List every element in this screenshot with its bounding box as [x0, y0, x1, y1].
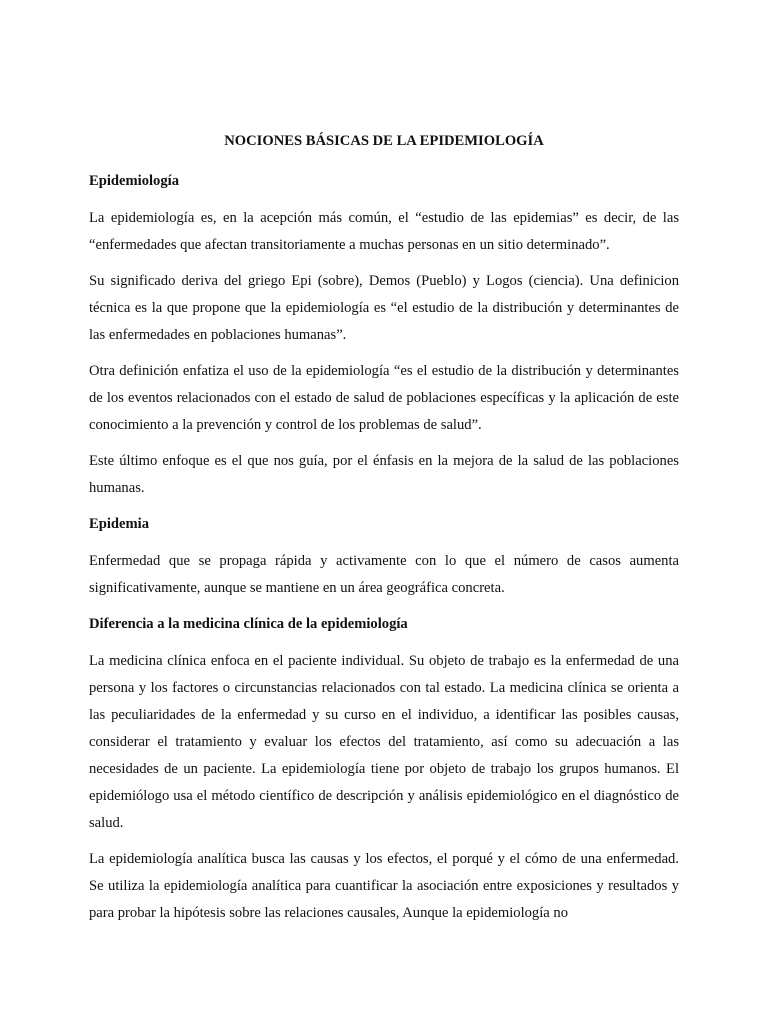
section-heading: Diferencia a la medicina clínica de la epidemiología: [89, 616, 408, 632]
paragraph: Otra definición enfatiza el uso de la epidemiología “es el estudio de la distribución y determinantes de los eventos relacionados con el estado de salud de poblaciones específicas y la aplicación de este conocimiento a la prevención y control de los problemas de salud”.: [89, 363, 679, 433]
section-heading: Epidemia: [89, 516, 150, 532]
paragraph: Su significado deriva del griego Epi (sobre), Demos (Pueblo) y Logos (ciencia). Una definicion técnica es la que propone que la epidemiología es “el estudio de la distribución y determinantes de las enfermedades en poblaciones humanas”.: [89, 273, 679, 343]
section-diferencia: [89, 611, 679, 927]
section-heading: Epidemiología: [89, 173, 180, 189]
paragraph: Enfermedad que se propaga rápida y activamente con lo que el número de casos aumenta significativamente, aunque se mantiene en un área geográfica concreta.: [89, 553, 679, 596]
document-page: [89, 128, 679, 936]
paragraph: La epidemiología analítica busca las causas y los efectos, el porqué y el cómo de una enfermedad. Se utiliza la epidemiología analítica para cuantificar la asociación entre exposiciones y resultados y para probar la hipótesis sobre las relaciones causales, Aunque la epidemiología no: [89, 851, 679, 921]
document-title: NOCIONES BÁSICAS DE LA EPIDEMIOLOGÍA: [224, 133, 544, 149]
paragraph: La medicina clínica enfoca en el paciente individual. Su objeto de trabajo es la enfermedad de una persona y los factores o circunstancias relacionados con tal estado. La medicina clínica se orienta a las peculiaridades de la enfermedad y su curso en el individuo, a identificar las posibles causas, considerar el tratamiento y evaluar los efectos del tratamiento, así como su adecuación a las necesidades de un paciente. La epidemiología tiene por objeto de trabajo los grupos humanos. El epidemiólogo usa el método científico de descripción y análisis epidemiológico en el diagnóstico de salud.: [89, 653, 679, 831]
section-epidemiologia: [89, 168, 679, 502]
paragraph: La epidemiología es, en la acepción más común, el “estudio de las epidemias” es decir, de las “enfermedades que afectan transitoriamente a muchas personas en un sitio determinado”.: [89, 210, 679, 253]
section-epidemia: [89, 511, 679, 602]
paragraph: Este último enfoque es el que nos guía, por el énfasis en la mejora de la salud de las poblaciones humanas.: [89, 453, 679, 496]
